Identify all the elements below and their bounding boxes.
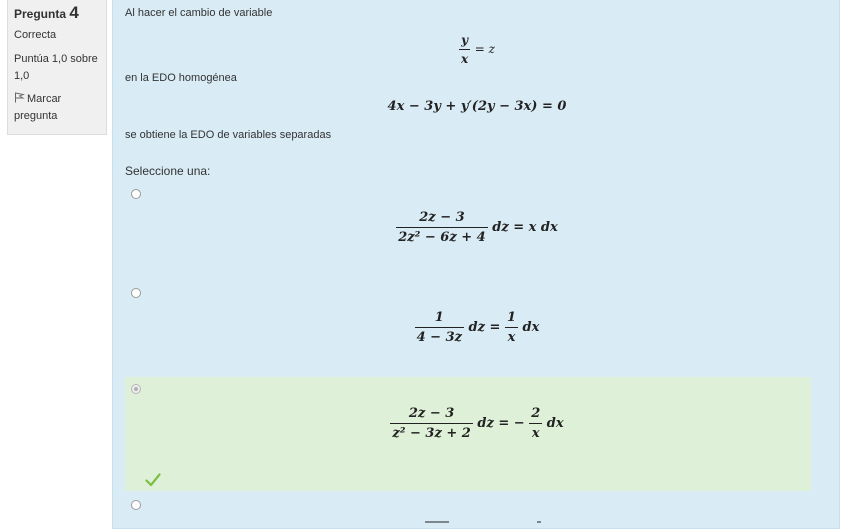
question-number: 4 xyxy=(69,3,79,22)
option-a-rhs: dz = x dx xyxy=(492,220,558,235)
option-b-formula xyxy=(113,310,841,345)
option-b-denominator-2: x xyxy=(507,330,516,345)
option-c-denominator-2: x xyxy=(531,426,540,441)
flag-question-link[interactable] xyxy=(14,91,100,125)
edo-equation: 4x − 3y + y′(2y − 3x) = 0 xyxy=(387,99,567,114)
question-title-label: Pregunta xyxy=(14,7,67,21)
question-info-panel xyxy=(7,0,107,135)
option-c-formula xyxy=(113,406,841,441)
flag-label-1: Marcar xyxy=(27,93,62,105)
option-b-numerator-2: 1 xyxy=(505,310,518,328)
flag-icon xyxy=(14,92,25,103)
option-c-rhs: dx xyxy=(546,416,564,431)
option-b-denominator: 4 − 3z xyxy=(416,330,463,345)
edo-intro: en la EDO homogénea xyxy=(125,72,237,84)
option-c-radio[interactable] xyxy=(131,384,141,394)
grade-line-1: Puntúa 1,0 sobre xyxy=(14,53,98,65)
option-c-middle: dz = − xyxy=(477,416,525,431)
change-of-variable-formula xyxy=(113,33,841,66)
question-intro: Al hacer el cambio de variable xyxy=(125,7,273,19)
result-intro: se obtiene la EDO de variables separadas xyxy=(125,129,332,141)
option-c-numerator: 2z − 3 xyxy=(390,406,472,424)
option-a-formula xyxy=(113,210,841,245)
question-grade xyxy=(14,51,100,85)
question-content xyxy=(112,0,840,529)
option-d-formula-partial xyxy=(113,521,841,529)
option-a-denominator: 2z² − 6z + 4 xyxy=(398,230,486,245)
option-c-denominator: z² − 3z + 2 xyxy=(392,426,471,441)
option-a-numerator: 2z − 3 xyxy=(396,210,487,228)
option-a-radio[interactable] xyxy=(131,189,141,199)
answer-prompt: Seleccione una: xyxy=(125,164,211,178)
change-denominator: x xyxy=(461,52,469,66)
flag-label-2: pregunta xyxy=(14,110,58,122)
change-numerator: y xyxy=(459,33,470,50)
option-c-numerator-2: 2 xyxy=(529,406,542,424)
option-b-rhs: dx xyxy=(522,320,540,335)
question-title xyxy=(14,4,100,23)
grade-line-2: 1,0 xyxy=(14,70,30,82)
change-rhs: = z xyxy=(474,42,495,56)
option-d-radio[interactable] xyxy=(131,500,141,510)
question-state: Correcta xyxy=(14,29,57,41)
check-icon xyxy=(145,473,161,487)
option-b-radio[interactable] xyxy=(131,288,141,298)
option-b-middle: dz = xyxy=(468,320,505,335)
option-b-numerator: 1 xyxy=(415,310,464,328)
